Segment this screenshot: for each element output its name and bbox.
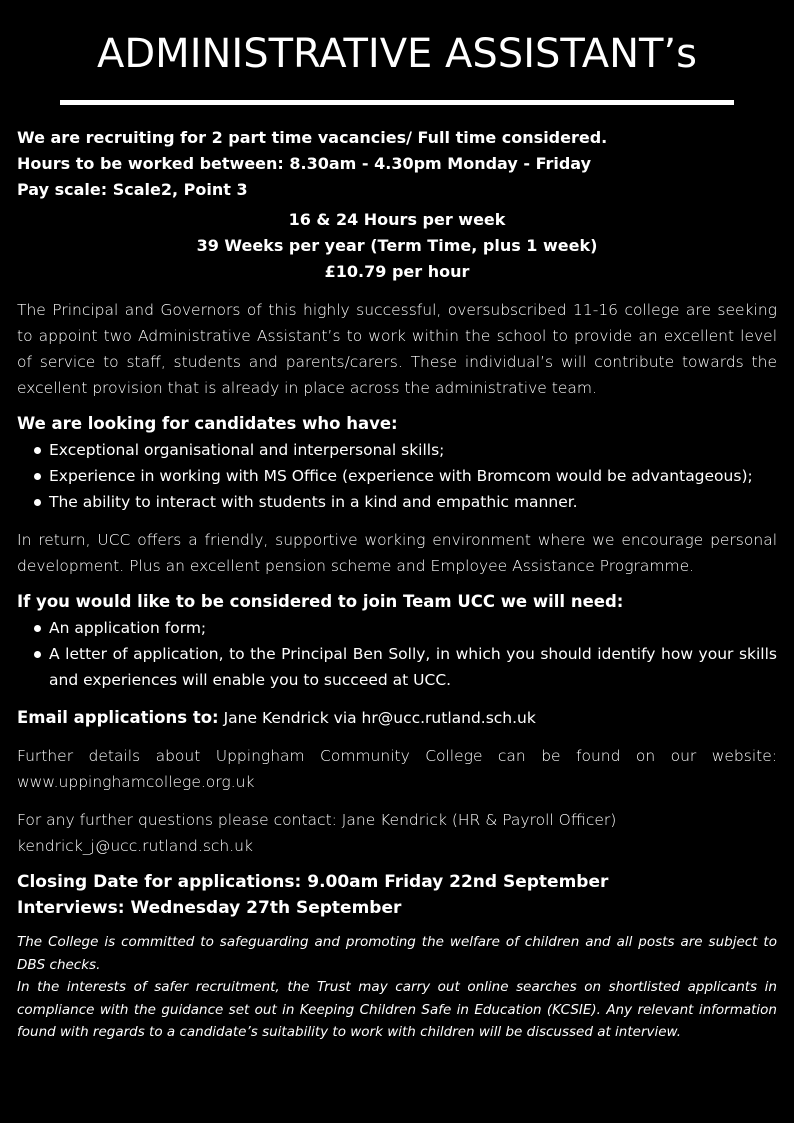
list-item-text: A letter of application, to the Principal Ben Solly, in which you should identify how your skills and experiences will enable you to succeed at UCC. (49, 645, 777, 689)
bullet-icon (34, 625, 41, 632)
bullet-icon (34, 499, 41, 506)
hourly-rate: £10.79 per hour (324, 262, 470, 281)
title-divider (60, 100, 734, 105)
list-item-text: Exceptional organisational and interpersonal skills; (49, 441, 445, 459)
requirements-list (17, 615, 777, 693)
interview-date: Interviews: Wednesday 27th September (17, 898, 402, 918)
bullet-icon (34, 651, 41, 658)
hours-line: Hours to be worked between: 8.30am - 4.30pm Monday - Friday (17, 154, 592, 173)
list-item (49, 437, 777, 463)
closing-date: Closing Date for applications: 9.00am Friday 22nd September (17, 872, 609, 892)
footnotes (17, 931, 777, 1044)
weeks-per-year: 39 Weeks per year (Term Time, plus 1 week) (196, 236, 598, 255)
page-title: ADMINISTRATIVE ASSISTANT’s (97, 31, 697, 77)
bullet-icon (34, 473, 41, 480)
email-label: Email applications to: (17, 708, 219, 727)
dates-block (17, 869, 777, 921)
list-item-text: Experience in working with MS Office (experience with Bromcom would be advantageous); (49, 467, 753, 485)
contact-email[interactable]: kendrick_j@ucc.rutland.sch.uk (17, 837, 253, 855)
contact-paragraph (17, 807, 777, 859)
terms-block (17, 207, 777, 285)
contact-text: For any further questions please contact: Jane Kendrick (HR & Payroll Officer) (17, 811, 617, 829)
list-item (49, 463, 777, 489)
list-item-text: The ability to interact with students in a kind and empathic manner. (49, 493, 578, 511)
safeguarding-note: The College is committed to safeguarding and promoting the welfare of children and all posts are subject to DBS checks. (17, 934, 777, 973)
list-item (49, 615, 777, 641)
email-value: Jane Kendrick via hr@ucc.rutland.sch.uk (223, 709, 536, 727)
list-item-text: An application form; (49, 619, 207, 637)
candidates-list (17, 437, 777, 515)
requirements-heading: If you would like to be considered to join Team UCC we will need: (17, 592, 624, 611)
list-item (49, 641, 777, 693)
hours-per-week: 16 & 24 Hours per week (288, 210, 506, 229)
email-applications (17, 705, 777, 731)
vacancies-line: We are recruiting for 2 part time vacancies/ Full time considered. (17, 128, 608, 147)
bullet-icon (34, 447, 41, 454)
intro-block (17, 125, 777, 203)
offer-paragraph: In return, UCC offers a friendly, supportive working environment where we encourage personal development. Plus an excellent pension scheme and Employee Assistance Programme. (17, 531, 777, 575)
website-paragraph (17, 743, 777, 795)
website-link[interactable]: www.uppinghamcollege.org.uk (17, 773, 255, 791)
list-item (49, 489, 777, 515)
candidates-heading: We are looking for candidates who have: (17, 414, 398, 433)
description-paragraph: The Principal and Governors of this highly successful, oversubscribed 11-16 college are seeking to appoint two Administrative Assistant’s to work within the school to provide an excellent level of service to staff, students and parents/carers. These individual’s will contribute towards the excellent provision that is already in place across the administrative team. (17, 301, 777, 397)
pay-scale-line: Pay scale: Scale2, Point 3 (17, 180, 248, 199)
website-text: Further details about Uppingham Community College can be found on our website: (17, 747, 777, 765)
online-search-note: In the interests of safer recruitment, the Trust may carry out online searches on shortlisted applicants in compliance with the guidance set out in Keeping Children Safe in Education (KCSIE). Any relevant information found with regards to a candidate’s suitability to work with children will be discussed at interview. (17, 979, 777, 1040)
